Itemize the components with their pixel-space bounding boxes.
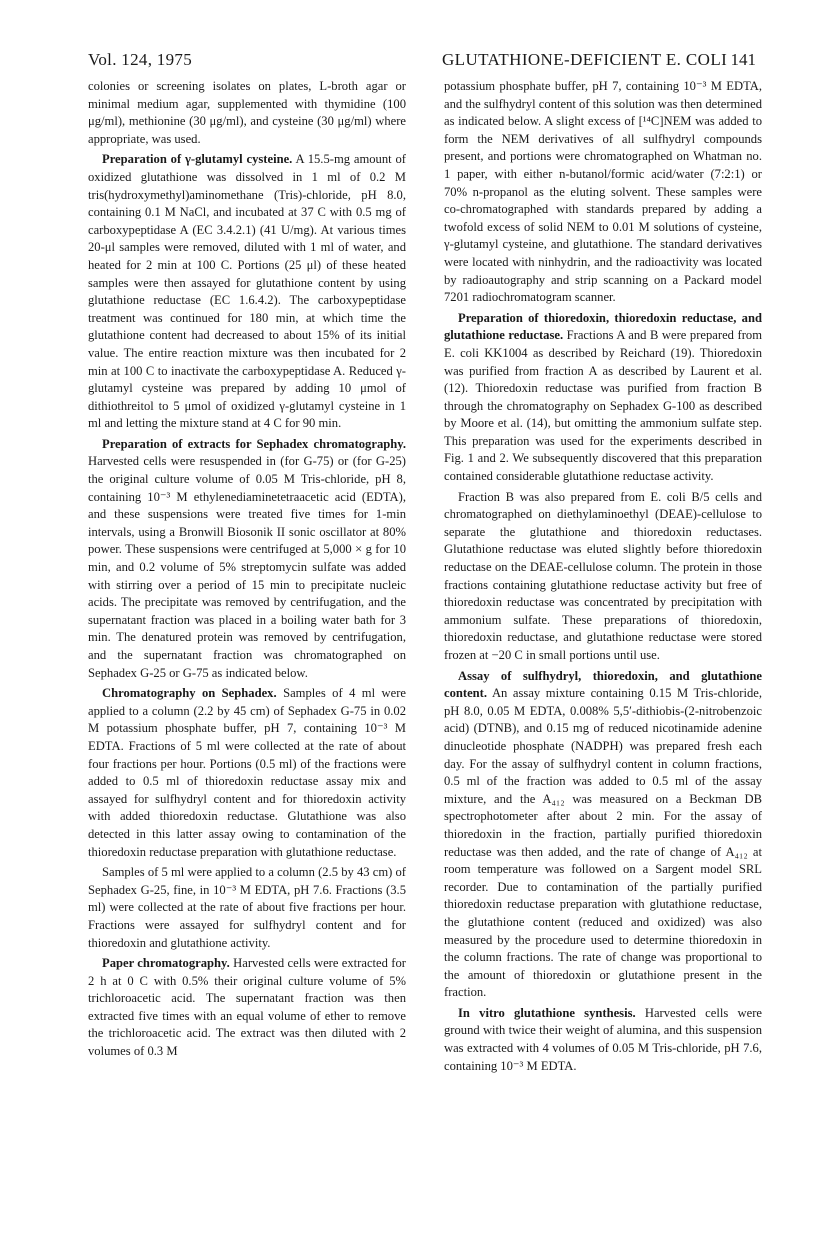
journal-volume: Vol. 124, 1975	[88, 50, 193, 69]
paragraph-text: Harvested cells were extracted for 2 h at 0 C with 0.5% their original culture volume of 5% trichloroacetic acid. The supernatant fraction was then extracted five times with an equal volume of ether to remove the trichloroacetic acid. The extract was then diluted with 2 volumes of 0.3 M	[88, 956, 406, 1059]
paragraph	[444, 310, 762, 486]
paragraph-text: Harvested cells were ground with twice their weight of alumina, and this suspension was extracted with 4 volumes of 0.05 M Tris-chloride, pH 7.6, containing 10⁻³ M EDTA.	[444, 1005, 762, 1073]
section-heading: Preparation of γ-glutamyl cysteine.	[102, 152, 293, 167]
paragraph	[444, 78, 762, 307]
paragraph-text: Fraction B was also prepared from E. coli B/5 cells and chromatographed on diethylaminoethyl (DEAE)-cellulose to separate the glutathione and thioredoxin reductases. Glutathione reductase was eluted slightly before thioredoxin reductase on the DEAE-cellulose column. The protein in those fractions containing glutathione reductase activity but free of thioredoxin reductase was concentrated by precipitation with ammonium sulfate. These preparations of thioredoxin, thioredoxin reductase, and glutathione reductase were stored frozen at −20 C in small portions until use.	[444, 489, 762, 662]
running-header	[88, 50, 756, 74]
section-heading: Preparation of thioredoxin, thioredoxin reductase, and glutathione reductase.	[444, 310, 762, 343]
paragraph	[88, 685, 406, 861]
paragraph-text: A 15.5-mg amount of oxidized glutathione was dissolved in 1 ml of 0.2 M tris(hydroxymethyl)aminomethane (Tris)-chloride, pH 8.0, containing 0.1 M NaCl, and incubated at 37 C with 0.5 mg of carboxypeptidase A (EC 3.4.2.1) (41 U/mg). At various times 20-μl samples were removed, diluted with 1 ml of water, and heated for 2 min at 100 C. Portions (25 μl) of these heated samples were then assayed for glutathione content by using glutathione reductase (EC 1.6.4.2). The carboxypeptidase treatment was continued for 180 min, at which time the glutathione content had decreased to about 15% of its initial value. The entire reaction mixture was then incubated for 2 min at 100 C to inactivate the carboxypeptidase A. Reduced γ-glutamyl cysteine was prepared by adding 10 μmol of dithiothreitol to 5 μmol of oxidized γ-glutamyl cysteine in 1 ml and letting the mixture stand at 4 C for 90 min.	[88, 152, 406, 431]
paragraph	[88, 151, 406, 433]
section-heading: Assay of sulfhydryl, thioredoxin, and glutathione content.	[444, 668, 762, 701]
paragraph	[88, 864, 406, 952]
page-number: 141	[730, 50, 756, 69]
paragraph	[88, 78, 406, 148]
paragraph-text: Samples of 4 ml were applied to a column (2.2 by 45 cm) of Sephadex G-75 in 0.02 M potassium phosphate buffer, pH 7, containing 10⁻³ M EDTA. Fractions of 5 ml were collected at the rate of about four fractions per hour. Portions (0.5 ml) of the fractions were added to 0.5 ml of thioredoxin reductase assay mix and assayed for sulfhydryl content and for thioredoxin activity with added thioredoxin reductase. Glutathione was also detected in this latter assay owing to contamination of the thioredoxin reductase preparation with glutathione reductase.	[88, 686, 406, 859]
paragraph	[88, 955, 406, 1061]
paragraph-text: An assay mixture containing 0.15 M Tris-chloride, pH 8.0, 0.05 M EDTA, 0.008% 5,5′-dithiobis-(2-nitrobenzoic acid) (DTNB), and 0.15 mg of reduced nicotinamide adenine dinucleotide phosphate (NADPH) was prepared fresh each day. For the assay of sulfhydryl content in column fractions, 0.5 ml of the fraction was added to 0.5 ml of the assay mixture, and the A₄₁₂ was measured on a Beckman DB spectrophotometer after about 2 min. For the assay of thioredoxin in the fraction, partially purified thioredoxin reductase was then added, and the rate of change of A₄₁₂ at room temperature was followed on a Sargent model SRL recorder. Due to contamination of the partially purified thioredoxin reductase preparation with glutathione reductase, the glutathione content (reduced and oxidized) was also measured by the procedure used to determine thioredoxin in the column fractions. The rate of change was proportional to the amount of thioredoxin or glutathione present in the fraction.	[444, 686, 762, 1000]
paragraph-text: potassium phosphate buffer, pH 7, containing 10⁻³ M EDTA, and the sulfhydryl content of this solution was then determined as indicated below. A slight excess of [¹⁴C]NEM was added to form the NEM derivatives of all sulfhydryl compounds present, and portions were chromatographed on Whatman no. 1 paper, with either n-butanol/formic acid/water (7:2:1) or 70% n-propanol as the eluting solvent. These samples were co-chromatographed with standards prepared by adding a twofold excess of solid NEM to 0.01 M solutions of cysteine, γ-glutamyl cysteine, and glutathione. The standard derivatives were located with ninhydrin, and the radioactivity was located by radioautography and strip scanning on a Packard model 7201 radiochromatogram scanner.	[444, 79, 762, 305]
paragraph-text: colonies or screening isolates on plates, L-broth agar or minimal medium agar, supplemented with thymidine (100 μg/ml), methionine (30 μg/ml), and cysteine (30 μg/ml) where appropriate, was used.	[88, 79, 406, 146]
paragraph	[88, 436, 406, 682]
section-heading: Paper chromatography.	[102, 956, 230, 971]
left-column	[88, 78, 406, 1064]
paragraph-text: Harvested cells were resuspended in (for G-75) or (for G-25) the original culture volume of 0.05 M Tris-chloride, pH 8, containing 10⁻³ M ethylenediaminetetraacetic acid (EDTA), and these suspensions were treated five times for 1-min intervals, using a Bronwill Biosonik II sonic oscillator at 80% power. These suspensions were centrifuged at 5,000 × g for 10 min, and 0.2 volume of 5% streptomycin sulfate was added with stirring over a period of 15 min to precipitate nucleic acids. The precipitate was removed by centrifugation, and the supernatant fraction was placed in a boiling water bath for 3 min. The denatured protein was removed by centrifugation, and the supernatant fraction was chromatographed on Sephadex G-25 or G-75 as indicated below.	[88, 454, 406, 680]
section-heading: Preparation of extracts for Sephadex chromatography.	[102, 436, 406, 451]
section-heading: In vitro glutathione synthesis.	[458, 1005, 636, 1020]
paragraph	[444, 668, 762, 1002]
paragraph-text: Fractions A and B were prepared from E. coli KK1004 as described by Reichard (19). Thioredoxin was purified from fraction A as described by Laurent et al. (12). Thioredoxin reductase was purified from fraction B through the chromatography on Sephadex G-100 as described by Moore et al. (14), but omitting the ammonium sulfate step. This preparation was used for the experiments described in Fig. 1 and 2. We subsequently discovered that this preparation contained considerable glutathione reductase activity.	[444, 328, 762, 484]
running-title: GLUTATHIONE-DEFICIENT E. COLI	[442, 50, 728, 69]
section-heading: Chromatography on Sephadex.	[102, 686, 277, 701]
paragraph-text: Samples of 5 ml were applied to a column (2.5 by 43 cm) of Sephadex G-25, fine, in 10⁻³ M EDTA, pH 7.6. Fractions (3.5 ml) were collected at the rate of about five fractions per hour. Fractions were assayed for sulfhydryl content and for thioredoxin and glutathione activity.	[88, 865, 406, 950]
paragraph	[444, 489, 762, 665]
right-column	[444, 78, 762, 1078]
paragraph	[444, 1005, 762, 1075]
